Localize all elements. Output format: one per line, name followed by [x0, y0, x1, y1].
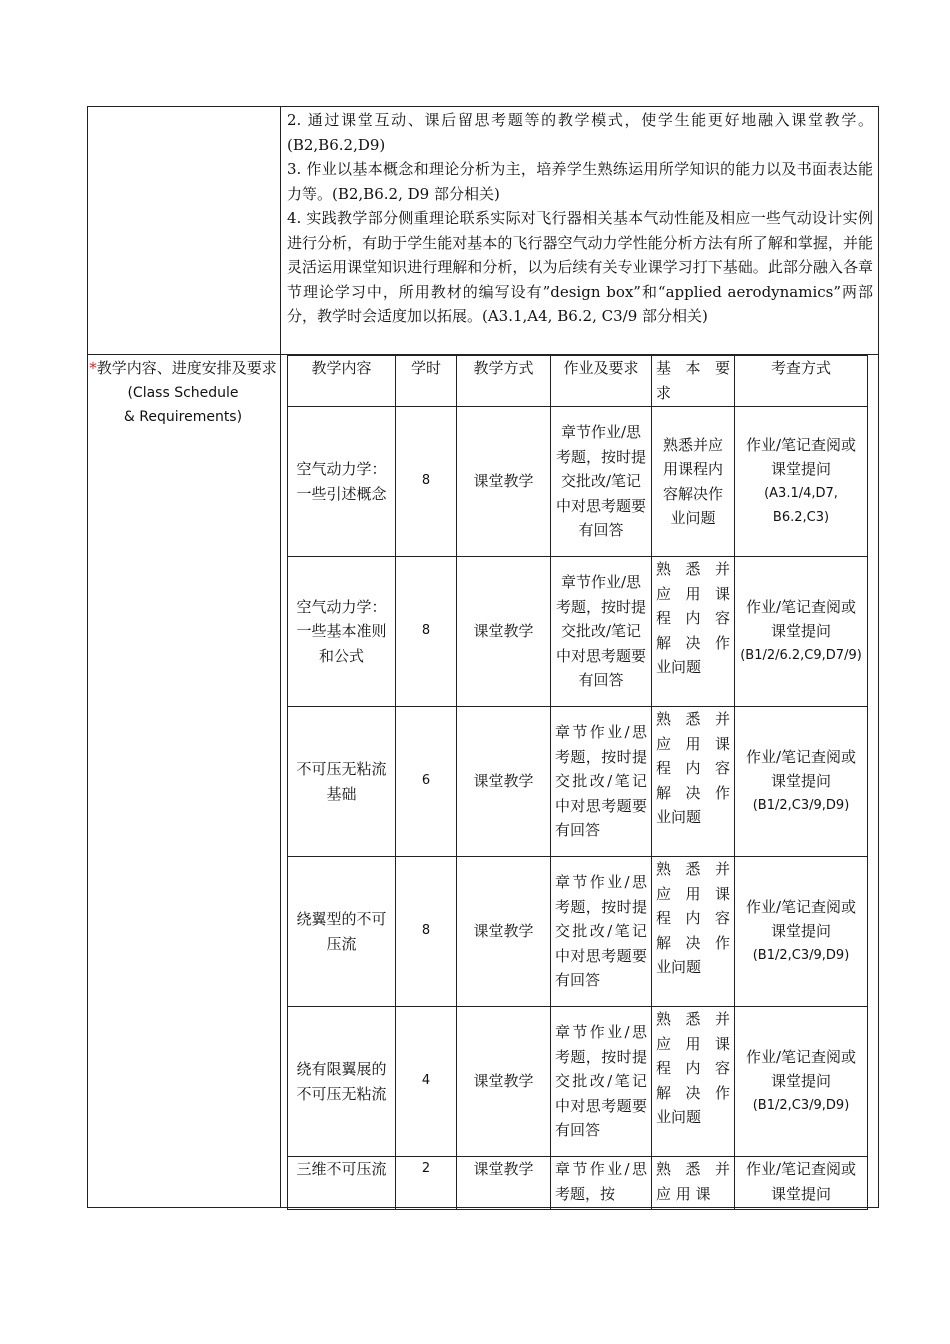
schedule-table — [287, 355, 868, 1210]
assess-text: 作业/笔记查阅或课堂提问 — [745, 435, 857, 478]
row-basic: 熟 悉 并 应 用 课 程 内 容 解 决 作 业问题 — [652, 707, 735, 857]
row-basic: 熟 悉 并 应 用 课 程 内 容 解 决 作 业问题 — [652, 857, 735, 1007]
assess-code: (B1/2,C3/9,D9) — [752, 797, 850, 813]
header-hours: 学时 — [396, 356, 457, 407]
row-hours: 8 — [396, 857, 457, 1007]
section-title-en-1: (Class Schedule — [127, 384, 239, 401]
required-star: * — [89, 359, 97, 377]
row-hours: 4 — [396, 1007, 457, 1157]
header-assess: 考查方式 — [735, 356, 868, 407]
row-assess — [735, 407, 868, 557]
table-row — [288, 707, 868, 857]
row-method: 课堂教学 — [457, 1007, 551, 1157]
row-assess — [735, 1157, 868, 1210]
table-row — [288, 407, 868, 557]
table-row — [288, 557, 868, 707]
section-title-cn — [88, 356, 278, 381]
row-method: 课堂教学 — [457, 707, 551, 857]
assess-text: 作业/笔记查阅或课堂提问 — [745, 747, 857, 791]
row-content: 不可压无粘流基础 — [288, 707, 396, 857]
header-content: 教学内容 — [288, 356, 396, 407]
row-hours: 8 — [396, 557, 457, 707]
row-basic: 熟 悉 并 应 用 课 程 内 容 解 决 作 业问题 — [652, 557, 735, 707]
row-method: 课堂教学 — [457, 857, 551, 1007]
row-homework: 章节作业/思考题，按时提交批改/笔记中对思考题要有回答 — [551, 1007, 652, 1157]
section-title: 教学内容、进度安排及要求 — [96, 359, 277, 377]
row-assess — [735, 557, 868, 707]
row-assess — [735, 857, 868, 1007]
assess-text: 作业/笔记查阅或课堂提问 — [745, 1160, 857, 1203]
row-content: 绕翼型的不可压流 — [288, 857, 396, 1007]
row-homework: 章节作业/思考题，按时提交批改/笔记中对思考题要有回答 — [551, 557, 652, 707]
assess-code: (B1/2/6.2,C9,D7/9) — [740, 647, 862, 663]
row-assess — [735, 1007, 868, 1157]
assess-text: 作业/笔记查阅或课堂提问 — [745, 597, 857, 641]
row-content: 绕有限翼展的不可压无粘流 — [288, 1007, 396, 1157]
row-content: 三维不可压流 — [288, 1157, 396, 1210]
header-basic: 基 本 要 求 — [652, 356, 735, 407]
row-method: 课堂教学 — [457, 557, 551, 707]
row-homework: 章节作业/思考题，按 — [551, 1157, 652, 1210]
row-homework: 章节作业/思考题，按时提交批改/笔记中对思考题要有回答 — [551, 707, 652, 857]
assess-text: 作业/笔记查阅或课堂提问 — [745, 1047, 857, 1091]
assess-code: (B1/2,C3/9,D9) — [752, 947, 850, 963]
row-basic: 熟悉并应用课程内容解决作业问题 — [652, 407, 735, 557]
table-row — [288, 1157, 868, 1210]
schedule-header-row — [288, 356, 868, 407]
row-hours: 6 — [396, 707, 457, 857]
assess-code: (B1/2,C3/9,D9) — [752, 1097, 850, 1113]
section-title-en-2: & Requirements) — [123, 409, 243, 425]
row-homework: 章节作业/思考题，按时提交批改/笔记中对思考题要有回答 — [551, 407, 652, 557]
table-row — [288, 857, 868, 1007]
row-method: 课堂教学 — [457, 407, 551, 557]
row-basic: 熟 悉 并 应 用 课 — [652, 1157, 735, 1210]
header-homework: 作业及要求 — [551, 356, 652, 407]
table-row — [288, 1007, 868, 1157]
method-paragraph-2: 2. 通过课堂互动、课后留思考题等的教学模式，使学生能更好地融入课堂教学。(B2,B6.2,D9) — [287, 111, 873, 154]
assess-code: (A3.1/4,D7, B6.2,C3) — [764, 485, 838, 525]
column-divider — [280, 106, 281, 1208]
row-basic: 熟 悉 并 应 用 课 程 内 容 解 决 作 业问题 — [652, 1007, 735, 1157]
row-method: 课堂教学 — [457, 1157, 551, 1210]
row-content: 空气动力学：一些基本准则和公式 — [288, 557, 396, 707]
row-hours: 2 — [396, 1157, 457, 1210]
row-hours: 8 — [396, 407, 457, 557]
row-assess — [735, 707, 868, 857]
section-label — [88, 356, 278, 430]
teaching-methods-text — [287, 108, 873, 329]
row-homework: 章节作业/思考题，按时提交批改/笔记中对思考题要有回答 — [551, 857, 652, 1007]
header-method: 教学方式 — [457, 356, 551, 407]
method-paragraph-4: 4. 实践教学部分侧重理论联系实际对飞行器相关基本气动性能及相应一些气动设计实例进行分析，有助于学生能对基本的飞行器空气动力学性能分析方法有所了解和掌握，并能灵活运用课堂知识进行理解和分析，以为后续有关专业课学习打下基础。此部分融入各章节理论学习中，所用教材的编写设有”design box”和“applied aerodynamics”两部分，教学时会适度加以拓展。(A3.1,A4, B6.2, C3/9 部分相关) — [287, 209, 873, 325]
row-content: 空气动力学：一些引述概念 — [288, 407, 396, 557]
assess-text: 作业/笔记查阅或课堂提问 — [745, 897, 857, 941]
method-paragraph-3: 3. 作业以基本概念和理论分析为主，培养学生熟练运用所学知识的能力以及书面表达能力等。(B2,B6.2, D9 部分相关) — [287, 160, 873, 203]
